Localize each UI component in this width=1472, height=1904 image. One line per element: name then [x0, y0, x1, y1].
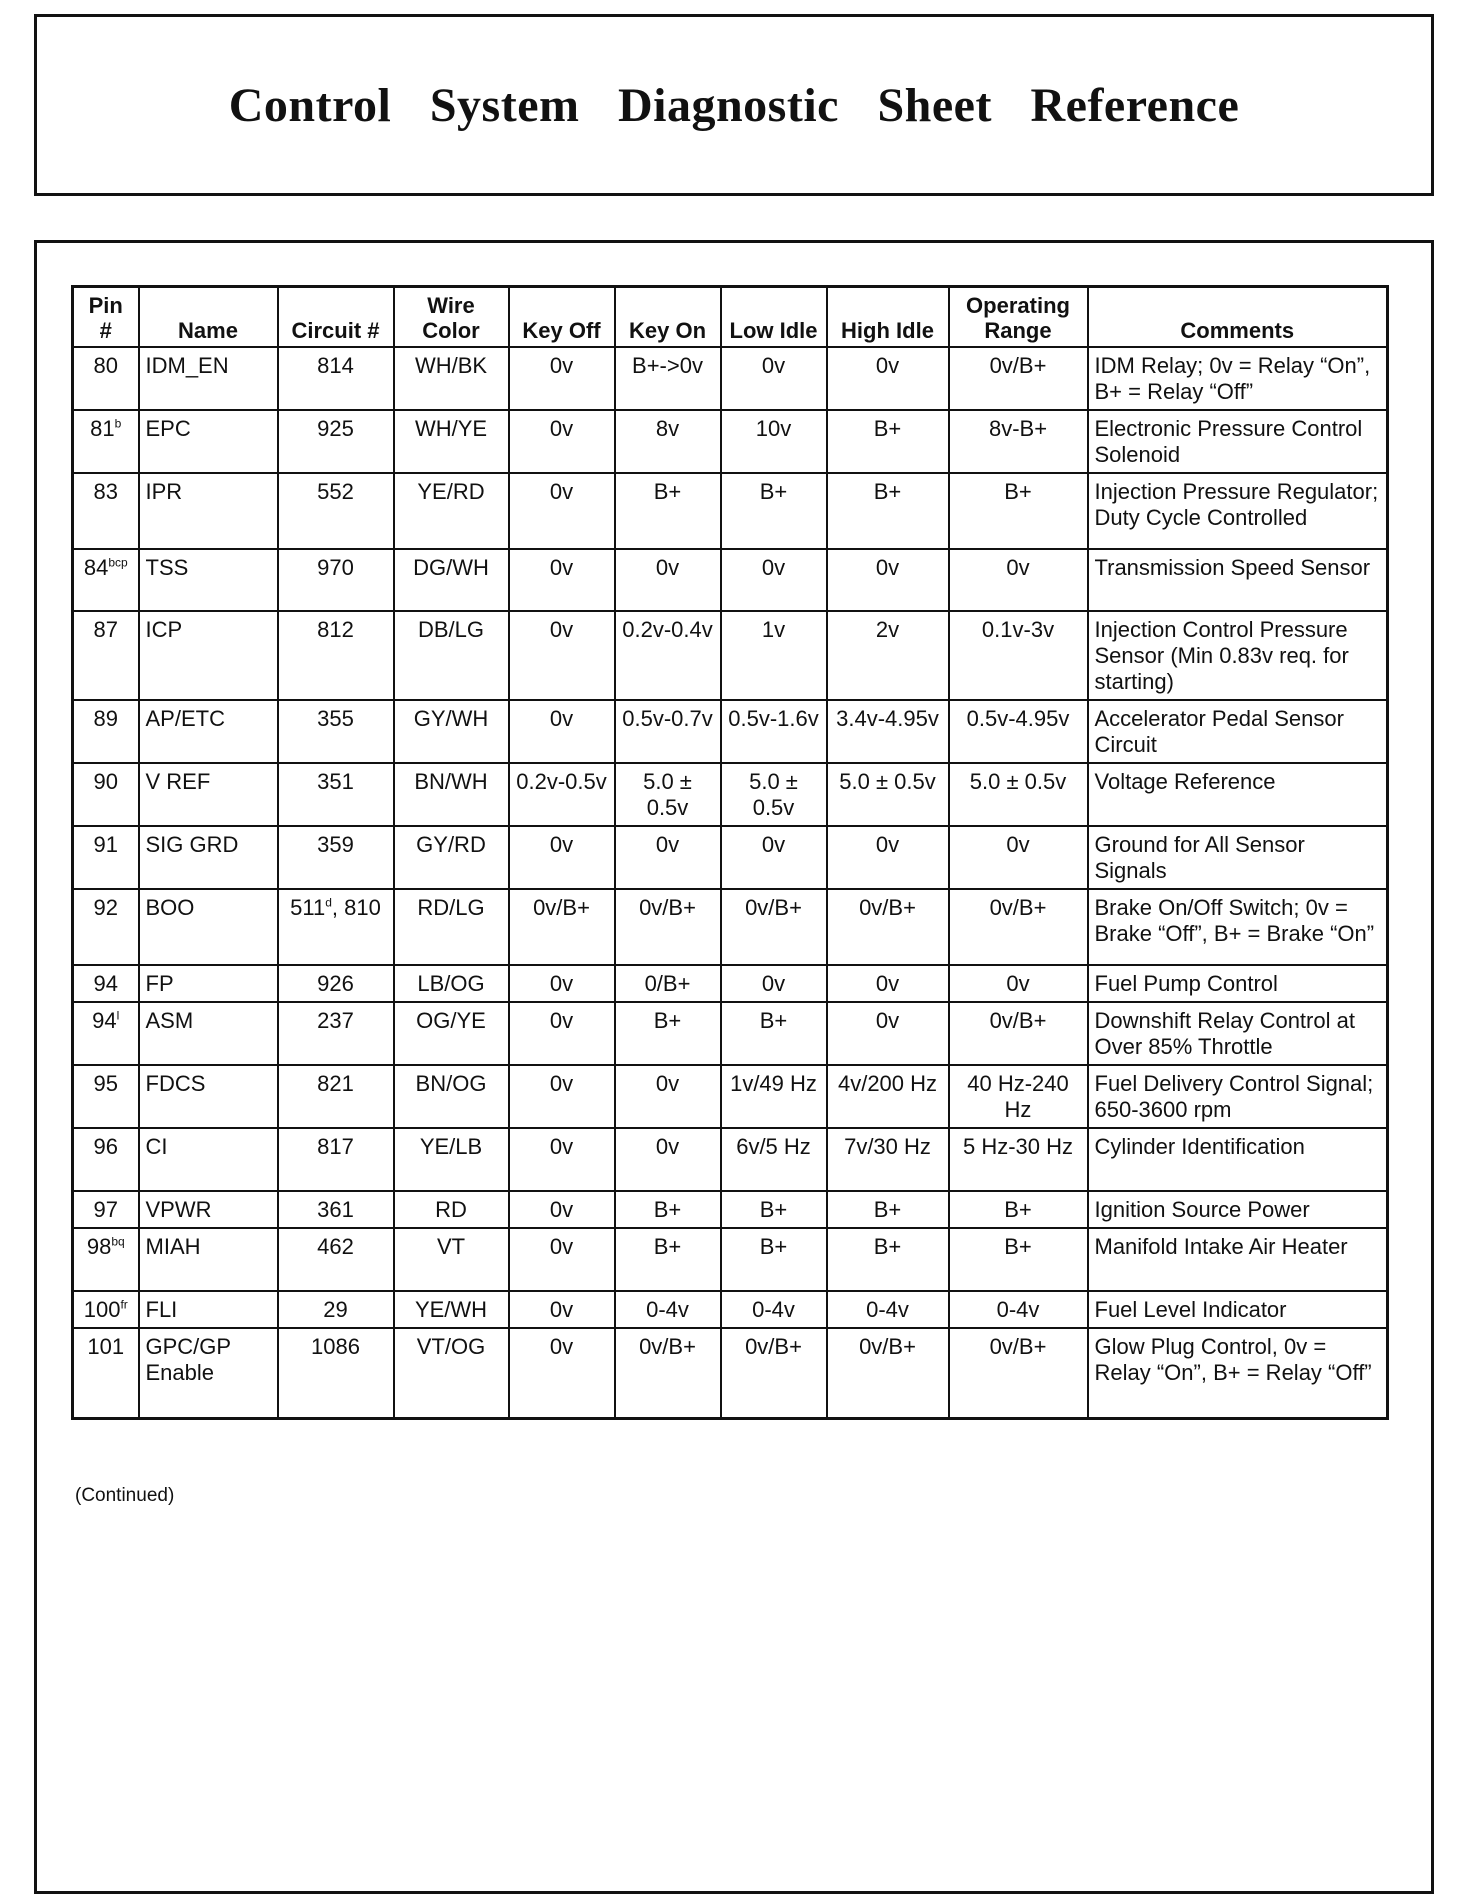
key-on-cell: 5.0 ± 0.5v	[615, 763, 721, 826]
operating-range-cell: B+	[949, 473, 1088, 549]
name-cell: MIAH	[139, 1228, 278, 1291]
comments-cell: Fuel Pump Control	[1088, 965, 1388, 1002]
pin-number: 90	[93, 769, 118, 794]
operating-range-cell: 0v	[949, 549, 1088, 611]
high-idle-cell: 0v	[827, 826, 949, 889]
key-off-cell: 0v	[509, 611, 615, 700]
pin-number: 83	[93, 479, 118, 504]
circuit-cell: 1086	[278, 1328, 394, 1418]
low-idle-cell: 0v	[721, 347, 827, 410]
wire-color-cell: GY/WH	[394, 700, 509, 763]
low-idle-cell: 0v	[721, 826, 827, 889]
table-row	[73, 611, 1388, 700]
low-idle-cell: B+	[721, 1228, 827, 1291]
high-idle-cell: 0v	[827, 965, 949, 1002]
wire-color-cell: GY/RD	[394, 826, 509, 889]
circuit-cell: 552	[278, 473, 394, 549]
operating-range-cell: 0v	[949, 826, 1088, 889]
high-idle-cell: 2v	[827, 611, 949, 700]
operating-range-cell: 0-4v	[949, 1291, 1088, 1328]
continued-note: (Continued)	[75, 1485, 175, 1506]
name-cell: BOO	[139, 889, 278, 965]
wire-color-cell: RD	[394, 1191, 509, 1228]
pin-number: 89	[93, 706, 118, 731]
key-off-cell: 0v	[509, 1065, 615, 1128]
low-idle-cell: 1v	[721, 611, 827, 700]
pin-cell	[73, 611, 139, 700]
col-header-circuit: Circuit #	[278, 287, 394, 348]
pin-number: 96	[93, 1134, 118, 1159]
pin-number: 95	[93, 1071, 118, 1096]
table-row	[73, 700, 1388, 763]
pin-number: 97	[93, 1197, 118, 1222]
name-cell: ASM	[139, 1002, 278, 1065]
key-off-cell: 0.2v-0.5v	[509, 763, 615, 826]
header-row	[73, 287, 1388, 348]
key-off-cell: 0v	[509, 473, 615, 549]
pin-cell	[73, 1328, 139, 1418]
high-idle-cell: B+	[827, 410, 949, 473]
key-on-cell: B+	[615, 1228, 721, 1291]
operating-range-cell: 8v-B+	[949, 410, 1088, 473]
pin-cell	[73, 965, 139, 1002]
wire-color-cell: BN/WH	[394, 763, 509, 826]
name-cell: FP	[139, 965, 278, 1002]
col-header-name: Name	[139, 287, 278, 348]
pin-number: 94	[93, 971, 118, 996]
name-cell: SIG GRD	[139, 826, 278, 889]
key-off-cell: 0v/B+	[509, 889, 615, 965]
low-idle-cell: 1v/49 Hz	[721, 1065, 827, 1128]
wire-color-cell: YE/RD	[394, 473, 509, 549]
col-header-key-off: Key Off	[509, 287, 615, 348]
table-row	[73, 1128, 1388, 1191]
table-body	[73, 347, 1388, 1418]
name-cell: FLI	[139, 1291, 278, 1328]
pin-cell	[73, 473, 139, 549]
comments-cell: Ground for All Sensor Signals	[1088, 826, 1388, 889]
high-idle-cell: 0-4v	[827, 1291, 949, 1328]
pin-cell	[73, 763, 139, 826]
key-on-cell: 0-4v	[615, 1291, 721, 1328]
name-cell: IDM_EN	[139, 347, 278, 410]
key-off-cell: 0v	[509, 965, 615, 1002]
footnote-marker: l	[116, 1008, 120, 1023]
name-cell: AP/ETC	[139, 700, 278, 763]
table-row	[73, 1065, 1388, 1128]
circuit-cell: 462	[278, 1228, 394, 1291]
col-header-key-on: Key On	[615, 287, 721, 348]
name-cell: VPWR	[139, 1191, 278, 1228]
name-cell: CI	[139, 1128, 278, 1191]
wire-color-cell: LB/OG	[394, 965, 509, 1002]
pin-cell	[73, 1291, 139, 1328]
comments-cell: Brake On/Off Switch; 0v = Brake “Off”, B+ = Brake “On”	[1088, 889, 1388, 965]
operating-range-cell: B+	[949, 1228, 1088, 1291]
col-header-high-idle: High Idle	[827, 287, 949, 348]
comments-cell: Injection Control Pressure Sensor (Min 0.83v req. for starting)	[1088, 611, 1388, 700]
wire-color-cell: DG/WH	[394, 549, 509, 611]
pin-number: 92	[93, 895, 118, 920]
name-cell: V REF	[139, 763, 278, 826]
high-idle-cell: 5.0 ± 0.5v	[827, 763, 949, 826]
pin-number: 91	[93, 832, 118, 857]
key-on-cell: 8v	[615, 410, 721, 473]
comments-cell: Manifold Intake Air Heater	[1088, 1228, 1388, 1291]
circuit-cell: 237	[278, 1002, 394, 1065]
high-idle-cell: 0v	[827, 347, 949, 410]
comments-cell: Cylinder Identification	[1088, 1128, 1388, 1191]
operating-range-cell: 0v/B+	[949, 1328, 1088, 1418]
wire-color-cell: DB/LG	[394, 611, 509, 700]
name-cell: ICP	[139, 611, 278, 700]
footnote-marker: bcp	[108, 555, 128, 570]
key-off-cell: 0v	[509, 1228, 615, 1291]
key-off-cell: 0v	[509, 410, 615, 473]
table-row	[73, 549, 1388, 611]
operating-range-cell: B+	[949, 1191, 1088, 1228]
low-idle-cell: B+	[721, 1002, 827, 1065]
operating-range-cell: 5.0 ± 0.5v	[949, 763, 1088, 826]
pin-number: 98	[86, 1234, 112, 1259]
comments-cell: Fuel Level Indicator	[1088, 1291, 1388, 1328]
col-header-operating-range: Operating Range	[949, 287, 1088, 348]
circuit-cell: 29	[278, 1291, 394, 1328]
wire-color-cell: VT	[394, 1228, 509, 1291]
pin-cell	[73, 1128, 139, 1191]
table-row	[73, 826, 1388, 889]
high-idle-cell: B+	[827, 1228, 949, 1291]
pin-cell	[73, 1065, 139, 1128]
pin-cell	[73, 889, 139, 965]
operating-range-cell: 0v/B+	[949, 1002, 1088, 1065]
wire-color-cell: YE/LB	[394, 1128, 509, 1191]
circuit-number-secondary: , 810	[331, 895, 381, 920]
table-row	[73, 889, 1388, 965]
operating-range-cell: 0.5v-4.95v	[949, 700, 1088, 763]
low-idle-cell: 5.0 ± 0.5v	[721, 763, 827, 826]
key-off-cell: 0v	[509, 1191, 615, 1228]
pin-cell	[73, 410, 139, 473]
key-off-cell: 0v	[509, 1291, 615, 1328]
pin-number: 100	[83, 1297, 121, 1322]
key-on-cell: B+	[615, 1002, 721, 1065]
high-idle-cell: 0v	[827, 549, 949, 611]
key-on-cell: 0v/B+	[615, 889, 721, 965]
comments-cell: Downshift Relay Control at Over 85% Throttle	[1088, 1002, 1388, 1065]
key-off-cell: 0v	[509, 347, 615, 410]
high-idle-cell: B+	[827, 1191, 949, 1228]
pin-cell	[73, 700, 139, 763]
comments-cell: Ignition Source Power	[1088, 1191, 1388, 1228]
high-idle-cell: 7v/30 Hz	[827, 1128, 949, 1191]
pin-number: 80	[93, 353, 118, 378]
key-on-cell: 0v/B+	[615, 1328, 721, 1418]
name-cell: EPC	[139, 410, 278, 473]
high-idle-cell: 0v	[827, 1002, 949, 1065]
key-off-cell: 0v	[509, 700, 615, 763]
key-on-cell: B+	[615, 1191, 721, 1228]
circuit-cell: 926	[278, 965, 394, 1002]
key-off-cell: 0v	[509, 826, 615, 889]
circuit-cell: 925	[278, 410, 394, 473]
comments-cell: Transmission Speed Sensor	[1088, 549, 1388, 611]
pin-cell	[73, 549, 139, 611]
comments-cell: Voltage Reference	[1088, 763, 1388, 826]
table-row	[73, 1228, 1388, 1291]
key-off-cell: 0v	[509, 1128, 615, 1191]
key-on-cell: 0.5v-0.7v	[615, 700, 721, 763]
high-idle-cell: B+	[827, 473, 949, 549]
footnote-marker: fr	[120, 1297, 128, 1312]
low-idle-cell: B+	[721, 473, 827, 549]
wire-color-cell: YE/WH	[394, 1291, 509, 1328]
wire-color-cell: BN/OG	[394, 1065, 509, 1128]
footnote-marker: d	[325, 895, 332, 910]
name-cell: TSS	[139, 549, 278, 611]
circuit-cell: 817	[278, 1128, 394, 1191]
high-idle-cell: 0v/B+	[827, 1328, 949, 1418]
wire-color-cell: WH/BK	[394, 347, 509, 410]
key-on-cell: B+->0v	[615, 347, 721, 410]
table-panel	[34, 240, 1434, 1894]
col-header-pin: Pin #	[73, 287, 139, 348]
comments-cell: Glow Plug Control, 0v = Relay “On”, B+ = Relay “Off”	[1088, 1328, 1388, 1418]
key-on-cell: 0.2v-0.4v	[615, 611, 721, 700]
key-off-cell: 0v	[509, 1002, 615, 1065]
comments-cell: Injection Pressure Regulator; Duty Cycle Controlled	[1088, 473, 1388, 549]
operating-range-cell: 0v/B+	[949, 347, 1088, 410]
low-idle-cell: 0-4v	[721, 1291, 827, 1328]
circuit-cell: 812	[278, 611, 394, 700]
pin-number: 81	[90, 416, 115, 441]
wire-color-cell: RD/LG	[394, 889, 509, 965]
key-on-cell: 0v	[615, 1065, 721, 1128]
pin-cell	[73, 1002, 139, 1065]
footnote-marker: bq	[111, 1234, 125, 1249]
low-idle-cell: 6v/5 Hz	[721, 1128, 827, 1191]
circuit-cell: 970	[278, 549, 394, 611]
pin-number: 94	[92, 1008, 117, 1033]
wire-color-cell: OG/YE	[394, 1002, 509, 1065]
key-on-cell: 0v	[615, 826, 721, 889]
operating-range-cell: 0v	[949, 965, 1088, 1002]
table-row	[73, 1002, 1388, 1065]
circuit-cell: 351	[278, 763, 394, 826]
key-off-cell: 0v	[509, 549, 615, 611]
low-idle-cell: 10v	[721, 410, 827, 473]
low-idle-cell: 0v	[721, 549, 827, 611]
col-header-comments: Comments	[1088, 287, 1388, 348]
circuit-cell: 359	[278, 826, 394, 889]
table-row	[73, 1328, 1388, 1418]
pin-cell	[73, 826, 139, 889]
name-cell: GPC/GP Enable	[139, 1328, 278, 1418]
col-header-wire-color: Wire Color	[394, 287, 509, 348]
diagnostic-table	[71, 285, 1389, 1420]
key-off-cell: 0v	[509, 1328, 615, 1418]
circuit-cell: 355	[278, 700, 394, 763]
table-row	[73, 1191, 1388, 1228]
footnote-marker: b	[114, 416, 122, 431]
low-idle-cell: 0v	[721, 965, 827, 1002]
key-on-cell: 0v	[615, 549, 721, 611]
table-row	[73, 1291, 1388, 1328]
page-title: Control System Diagnostic Sheet Reference	[228, 78, 1240, 132]
table-row	[73, 763, 1388, 826]
key-on-cell: 0v	[615, 1128, 721, 1191]
key-on-cell: 0/B+	[615, 965, 721, 1002]
low-idle-cell: 0v/B+	[721, 889, 827, 965]
wire-color-cell: VT/OG	[394, 1328, 509, 1418]
comments-cell: Accelerator Pedal Sensor Circuit	[1088, 700, 1388, 763]
wire-color-cell: WH/YE	[394, 410, 509, 473]
table-row	[73, 965, 1388, 1002]
low-idle-cell: 0.5v-1.6v	[721, 700, 827, 763]
name-cell: IPR	[139, 473, 278, 549]
operating-range-cell: 40 Hz-240 Hz	[949, 1065, 1088, 1128]
pin-number: 84	[83, 555, 109, 580]
comments-cell: Electronic Pressure Control Solenoid	[1088, 410, 1388, 473]
circuit-cell: 361	[278, 1191, 394, 1228]
operating-range-cell: 0v/B+	[949, 889, 1088, 965]
circuit-cell	[278, 889, 394, 965]
circuit-number: 511	[290, 895, 326, 920]
comments-cell: Fuel Delivery Control Signal; 650-3600 rpm	[1088, 1065, 1388, 1128]
high-idle-cell: 0v/B+	[827, 889, 949, 965]
pin-cell	[73, 1191, 139, 1228]
low-idle-cell: 0v/B+	[721, 1328, 827, 1418]
circuit-cell: 821	[278, 1065, 394, 1128]
comments-cell: IDM Relay; 0v = Relay “On”, B+ = Relay “Off”	[1088, 347, 1388, 410]
high-idle-cell: 3.4v-4.95v	[827, 700, 949, 763]
table-row	[73, 410, 1388, 473]
high-idle-cell: 4v/200 Hz	[827, 1065, 949, 1128]
table-row	[73, 347, 1388, 410]
pin-number: 87	[93, 617, 118, 642]
pin-cell	[73, 1228, 139, 1291]
operating-range-cell: 0.1v-3v	[949, 611, 1088, 700]
key-on-cell: B+	[615, 473, 721, 549]
col-header-low-idle: Low Idle	[721, 287, 827, 348]
title-box	[34, 14, 1434, 196]
pin-number: 101	[87, 1334, 125, 1359]
low-idle-cell: B+	[721, 1191, 827, 1228]
table-row	[73, 473, 1388, 549]
operating-range-cell: 5 Hz-30 Hz	[949, 1128, 1088, 1191]
circuit-cell: 814	[278, 347, 394, 410]
name-cell: FDCS	[139, 1065, 278, 1128]
pin-cell	[73, 347, 139, 410]
